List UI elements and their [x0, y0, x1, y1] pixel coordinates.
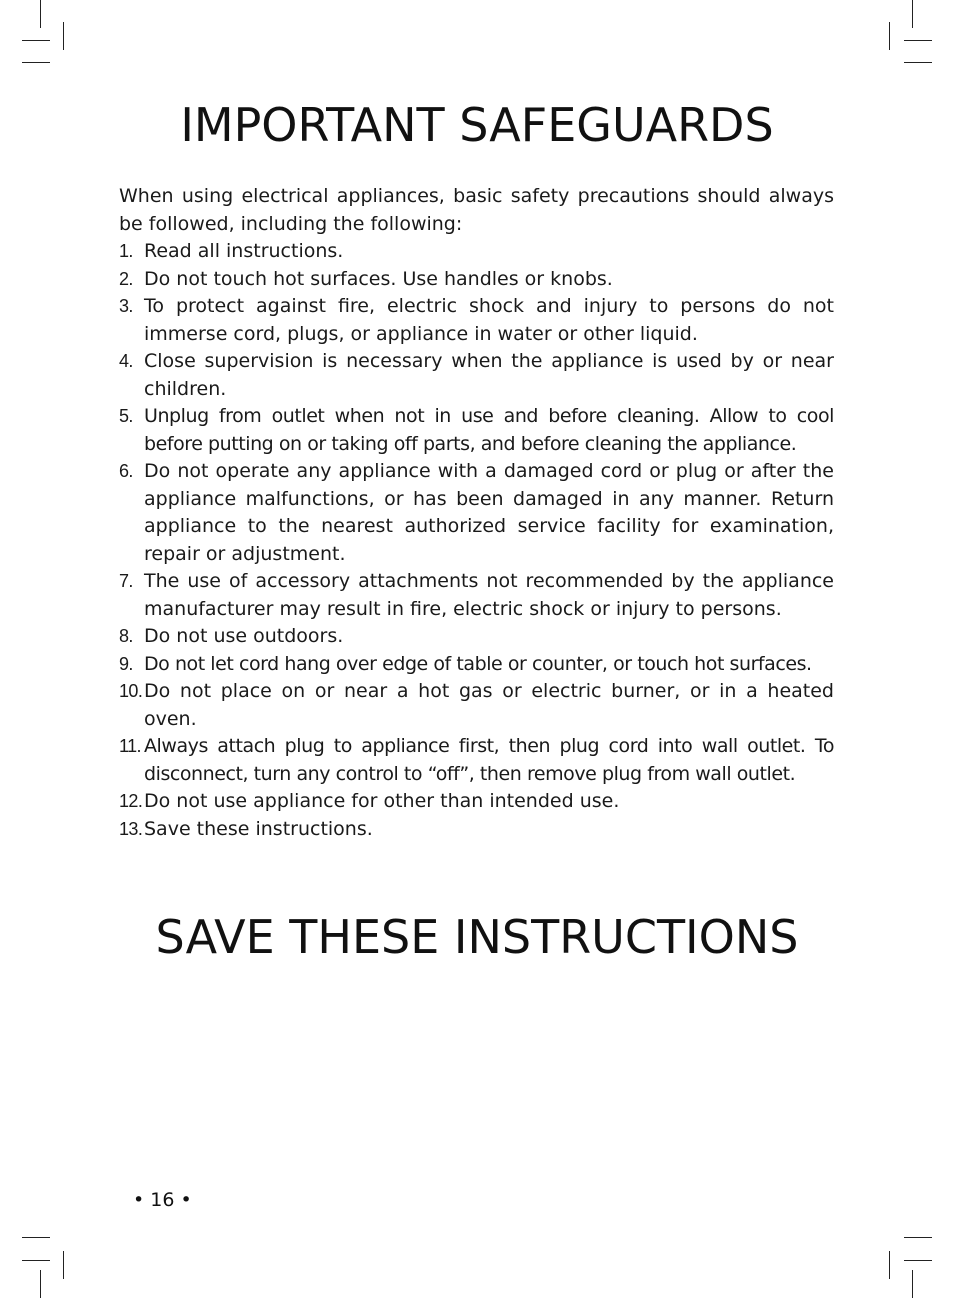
crop-mark — [904, 1237, 932, 1238]
item-text: Close supervision is necessary when the appliance is used by or near children. — [144, 350, 834, 400]
list-item — [119, 568, 834, 623]
crop-mark — [904, 1260, 932, 1261]
crop-mark — [22, 40, 50, 41]
item-text: Do not use outdoors. — [144, 625, 344, 647]
crop-mark — [904, 62, 932, 63]
item-number: 13. — [119, 818, 143, 839]
list-item — [119, 733, 834, 788]
item-number: 12. — [119, 791, 143, 811]
item-text: Save these instructions. — [144, 817, 373, 840]
crop-mark — [912, 1270, 913, 1298]
list-item — [119, 678, 834, 733]
list-item — [119, 816, 834, 844]
list-item — [119, 623, 834, 651]
item-text: To protect against fire, electric shock and injury to persons do not immerse cord, plugs, or appliance in water or other liquid. — [144, 295, 834, 345]
item-text: Read all instructions. — [144, 240, 344, 262]
item-text: Do not let cord hang over edge of table or counter, or touch hot surfaces. — [144, 652, 812, 675]
crop-mark — [63, 1251, 64, 1279]
item-text: Unplug from outlet when not in use and before cleaning. Allow to cool before putting on or taking off parts, and before cleaning the appliance. — [144, 405, 834, 455]
crop-mark — [22, 1237, 50, 1238]
footer-heading: SAVE THESE INSTRUCTIONS — [155, 910, 799, 964]
item-number: 3. — [119, 296, 133, 316]
item-number: 5. — [119, 406, 133, 426]
item-number: 1. — [119, 241, 133, 261]
crop-mark — [889, 1251, 890, 1279]
crop-mark — [912, 0, 913, 28]
page-title: IMPORTANT SAFEGUARDS — [180, 98, 774, 152]
item-number: 9. — [119, 653, 133, 674]
crop-mark — [63, 22, 64, 50]
crop-mark — [22, 62, 50, 63]
item-text: The use of accessory attachments not recommended by the appliance manufacturer may result in fire, electric shock or injury to persons. — [144, 570, 834, 620]
safeguards-list — [119, 238, 834, 843]
crop-mark — [22, 1260, 50, 1261]
crop-mark — [40, 1270, 41, 1298]
intro-paragraph: When using electrical appliances, basic safety precautions should always be followed, including the following: — [119, 185, 834, 235]
item-text: Do not place on or near a hot gas or electric burner, or in a heated oven. — [144, 680, 834, 730]
item-text: Do not touch hot surfaces. Use handles or knobs. — [144, 267, 613, 290]
list-item — [119, 266, 834, 294]
item-number: 2. — [119, 268, 133, 289]
crop-mark — [889, 22, 890, 50]
item-number: 11. — [119, 736, 141, 756]
item-number: 6. — [119, 461, 133, 481]
item-number: 8. — [119, 626, 133, 646]
item-number: 7. — [119, 571, 133, 591]
item-text: Do not operate any appliance with a damaged cord or plug or after the appliance malfunctions, or has been damaged in any manner. Return appliance to the nearest authorized service facility for examination, repair or adjustment. — [144, 460, 834, 565]
list-item — [119, 293, 834, 348]
item-text: Always attach plug to appliance first, then plug cord into wall outlet. To disconnect, turn any control to “off”, then remove plug from wall outlet. — [144, 735, 834, 785]
list-item — [119, 403, 834, 458]
item-number: 10. — [119, 681, 143, 701]
list-item — [119, 651, 834, 679]
list-item — [119, 788, 834, 816]
item-number: 4. — [119, 351, 133, 371]
crop-mark — [904, 40, 932, 41]
list-item — [119, 238, 834, 266]
crop-mark — [40, 0, 41, 28]
safeguards-content — [119, 183, 834, 843]
list-item — [119, 458, 834, 568]
page-number: • 16 • — [133, 1189, 192, 1211]
list-item — [119, 348, 834, 403]
item-text: Do not use appliance for other than intended use. — [144, 790, 620, 812]
